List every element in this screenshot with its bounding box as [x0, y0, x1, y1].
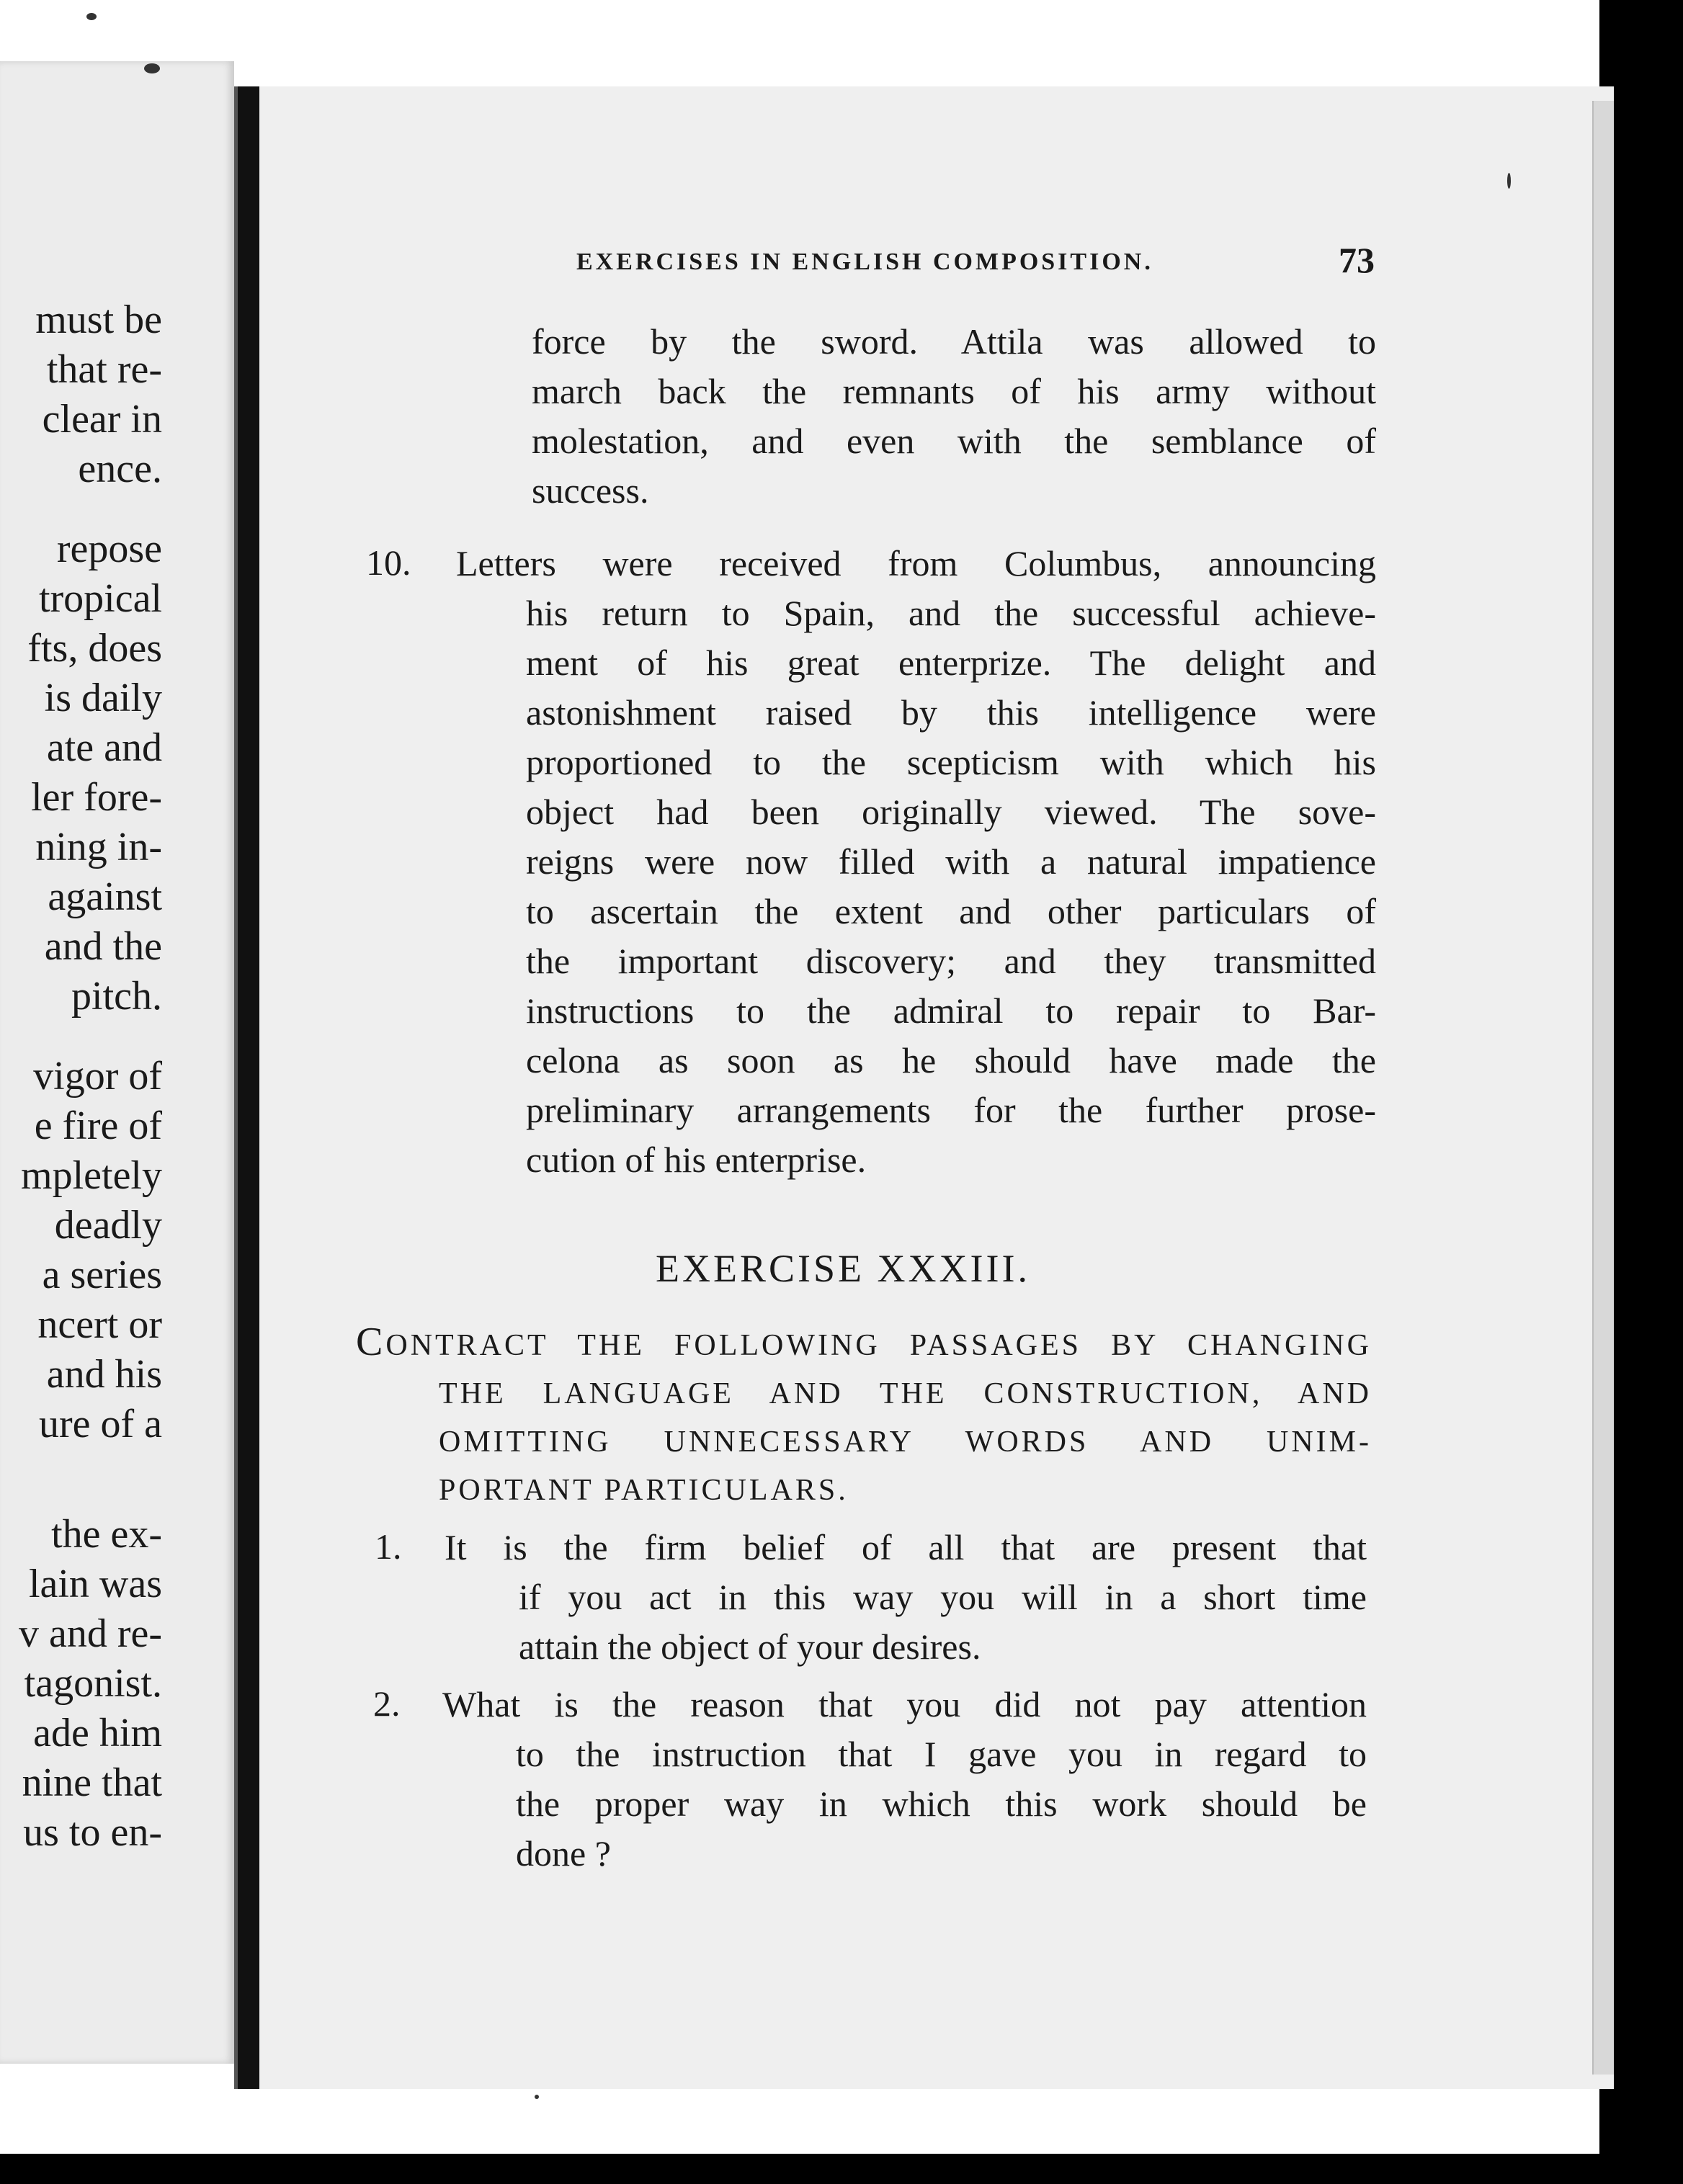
item-2-first-line	[442, 1680, 1367, 1729]
left-page	[0, 61, 234, 2064]
text-line: proportioned to the scepticism with which his	[526, 742, 1376, 782]
instruction-line: OMITTING UNNECESSARY WORDS AND UNIM-	[439, 1426, 1372, 1459]
text-line: It is the firm belief of all that are present that	[445, 1527, 1367, 1567]
left-page-line: a series	[42, 1253, 162, 1297]
text-line: success.	[532, 470, 649, 511]
item-1-body	[519, 1572, 1367, 1672]
left-page-line	[0, 494, 162, 524]
instruction-line: THE LANGUAGE AND THE CONSTRUCTION, AND	[439, 1377, 1372, 1410]
text-line: preliminary arrangements for the further prose-	[526, 1090, 1376, 1130]
text-line: to the instruction that I gave you in regard to	[516, 1734, 1367, 1774]
left-page-line: ure of a	[38, 1402, 162, 1446]
left-page-line: lain was	[28, 1562, 162, 1606]
scanner-border-bottom	[0, 2154, 1683, 2184]
text-line: What is the reason that you did not pay attention	[442, 1684, 1367, 1724]
left-page-line: ning in-	[35, 825, 162, 869]
left-page-line	[0, 1021, 162, 1052]
text-line: instructions to the admiral to repair to Bar-	[526, 990, 1376, 1031]
text-line: astonishment raised by this intelligence were	[526, 692, 1376, 733]
left-page-line: against	[48, 874, 162, 919]
scan-speck	[535, 2095, 539, 2099]
scan-speck	[86, 13, 97, 20]
scan-speck	[144, 63, 160, 73]
running-head: EXERCISES IN ENGLISH COMPOSITION.	[576, 249, 1153, 275]
left-page-line: must be	[35, 297, 162, 342]
left-page-line: vigor of	[33, 1054, 162, 1098]
left-page-line: fts, does	[27, 626, 162, 671]
item-10-first-line	[456, 539, 1376, 588]
text-line: if you act in this way you will in a short time	[519, 1577, 1367, 1617]
text-line: Letters were received from Columbus, announcing	[456, 543, 1376, 583]
left-page-line: us to en-	[23, 1810, 162, 1855]
text-line: object had been originally viewed. The sove-	[526, 792, 1376, 832]
left-page-line: repose	[56, 527, 162, 571]
left-page-line: v and re-	[18, 1611, 162, 1656]
left-page-line: pitch.	[71, 974, 162, 1019]
text-line: reigns were now filled with a natural impatience	[526, 841, 1376, 882]
text-line: march back the remnants of his army without	[532, 371, 1376, 411]
item-2-body	[516, 1729, 1367, 1879]
instruction-line	[356, 1318, 1372, 1370]
text-line: done ?	[516, 1833, 611, 1874]
left-page-line: e fire of	[34, 1104, 162, 1148]
text-line: the proper way in which this work should be	[516, 1784, 1367, 1824]
left-page-line	[0, 1480, 162, 1510]
exercise-title: EXERCISE XXXIII.	[656, 1247, 1030, 1290]
left-page-line: and the	[44, 924, 162, 969]
left-page-line: ncert or	[37, 1302, 162, 1347]
left-page-line: ate and	[46, 725, 162, 770]
scan-speck	[1507, 173, 1511, 189]
instruction-line: PORTANT PARTICULARS.	[439, 1474, 849, 1507]
page-number: 73	[1339, 240, 1375, 280]
left-page-line: mpletely	[21, 1153, 162, 1198]
left-page-line: tagonist.	[24, 1661, 162, 1706]
item-1-first-line	[445, 1523, 1367, 1572]
exercise-instruction	[356, 1318, 1372, 1515]
text-line: attain the object of your desires.	[519, 1626, 981, 1667]
text-line: to ascertain the extent and other particulars of	[526, 891, 1376, 931]
text-line: molestation, and even with the semblance of	[532, 421, 1376, 461]
left-page-line: clear in	[42, 397, 162, 442]
left-page-line: nine that	[22, 1760, 162, 1805]
left-page-line: ade him	[33, 1711, 162, 1755]
instruction-text: ONTRACT THE FOLLOWING PASSAGES BY CHANGING	[385, 1329, 1372, 1362]
text-line: the important discovery; and they transmitted	[526, 941, 1376, 981]
left-page-line: ence.	[78, 447, 162, 491]
text-line: force by the sword. Attila was allowed to	[532, 321, 1376, 362]
text-line: ment of his great enterprize. The delight and	[526, 643, 1376, 683]
left-page-text	[0, 295, 162, 1858]
left-page-line: ler fore-	[31, 775, 162, 820]
item-10-body	[526, 588, 1376, 1185]
item-number: 2.	[373, 1683, 401, 1724]
page-edge	[1592, 101, 1614, 2075]
left-page-line: that re-	[46, 347, 162, 392]
book-gutter	[238, 86, 259, 2089]
left-page-line: the ex-	[51, 1512, 162, 1557]
drop-initial: C	[356, 1320, 386, 1364]
left-page-line: deadly	[54, 1203, 162, 1248]
text-line: celona as soon as he should have made the	[526, 1040, 1376, 1080]
item-number: 10.	[366, 542, 411, 583]
continued-paragraph	[532, 317, 1376, 516]
item-number: 1.	[375, 1526, 402, 1567]
text-line: cution of his enterprise.	[526, 1140, 867, 1180]
left-page-line: is daily	[44, 676, 162, 720]
left-page-line	[0, 1449, 162, 1480]
left-page-line: tropical	[38, 576, 162, 621]
left-page-line: and his	[46, 1352, 162, 1397]
text-line: his return to Spain, and the successful achieve-	[526, 593, 1376, 633]
